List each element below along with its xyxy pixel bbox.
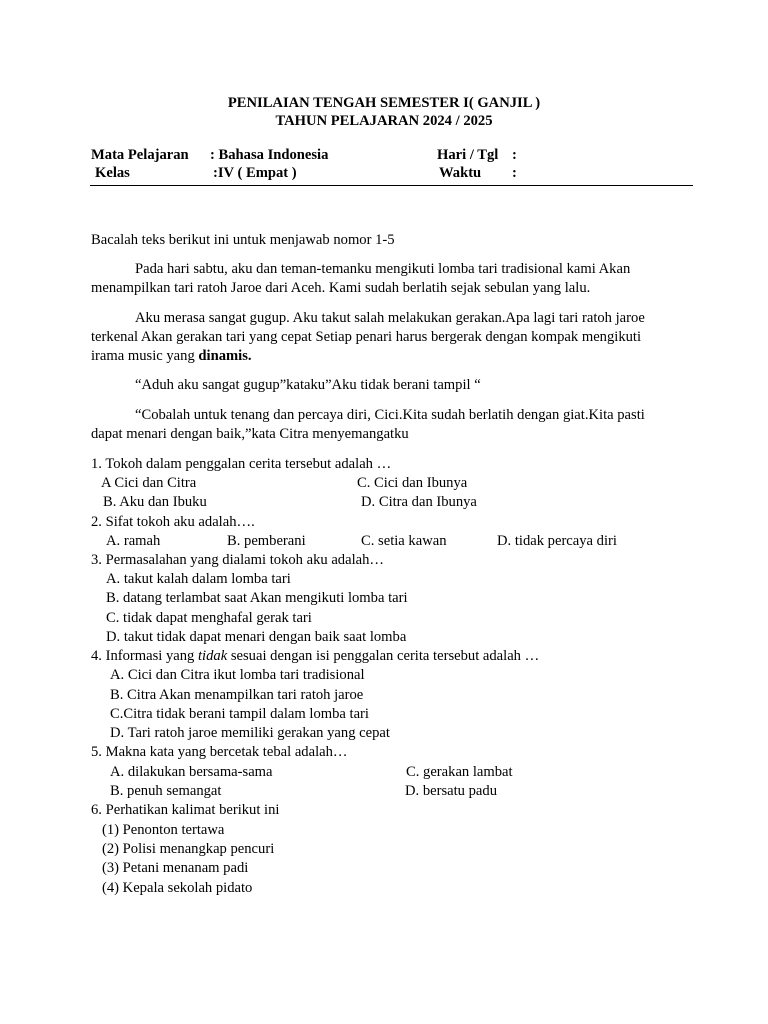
q1-option-b: B. Aku dan Ibuku [103,494,207,510]
paragraph-2-line-3 [91,349,252,364]
paragraph-1-line-2: menampilkan tari ratoh Jaroe dari Aceh. Kami sudah berlatih sejak sebulan yang lalu. [91,280,591,296]
class-value: :IV ( Empat ) [213,165,297,181]
subject-value: : Bahasa Indonesia [210,147,329,163]
question-6: 6. Perhatikan kalimat berikut ini [91,802,280,818]
question-4-suffix: sesuai dengan isi penggalan cerita tersebut adalah … [227,648,540,664]
paragraph-2-line-3-text: irama music yang [91,348,199,364]
class-label: Kelas [95,165,130,181]
paragraph-1-line-1: Pada hari sabtu, aku dan teman-temanku mengikuti lomba tari tradisional kami Akan [135,261,631,277]
q5-option-c: C. gerakan lambat [406,764,513,780]
subject-label: Mata Pelajaran [91,147,189,163]
q1-option-a: A Cici dan Citra [101,475,197,491]
bold-word: dinamis. [198,348,252,364]
time-value: : [512,165,517,181]
paragraph-2-line-1: Aku merasa sangat gugup. Aku takut salah melakukan gerakan.Apa lagi tari ratoh jaroe [135,310,645,326]
q4-option-b: B. Citra Akan menampilkan tari ratoh jaroe [110,687,364,703]
question-4-prefix: 4. Informasi yang [91,648,198,664]
reading-instruction: Bacalah teks berikut ini untuk menjawab nomor 1-5 [91,232,395,248]
question-2: 2. Sifat tokoh aku adalah…. [91,514,255,530]
q5-option-b: B. penuh semangat [110,783,222,799]
q6-item-1: (1) Penonton tertawa [102,822,225,838]
question-3: 3. Permasalahan yang dialami tokoh aku adalah… [91,552,385,568]
header-divider [90,185,693,186]
paragraph-4-line-1: “Cobalah untuk tenang dan percaya diri, Cici.Kita sudah berlatih dengan giat.Kita pasti [135,407,645,423]
q4-option-d: D. Tari ratoh jaroe memiliki gerakan yang cepat [110,725,390,741]
q5-option-d: D. bersatu padu [405,783,497,799]
question-1: 1. Tokoh dalam penggalan cerita tersebut adalah … [91,456,392,472]
q2-option-b: B. pemberani [227,533,306,549]
day-value: : [512,147,517,163]
q6-item-4: (4) Kepala sekolah pidato [102,880,253,896]
q2-option-a: A. ramah [106,533,161,549]
paragraph-2-line-2: terkenal Akan gerakan tari yang cepat Setiap penari harus bergerak dengan kompak mengikuti [91,329,642,345]
q4-option-a: A. Cici dan Citra ikut lomba tari tradisional [110,667,365,683]
q2-option-d: D. tidak percaya diri [497,533,617,549]
q3-option-c: C. tidak dapat menghafal gerak tari [106,610,312,626]
paragraph-3: “Aduh aku sangat gugup”kataku”Aku tidak berani tampil “ [135,377,481,393]
q3-option-a: A. takut kalah dalam lomba tari [106,571,291,587]
q6-item-3: (3) Petani menanam padi [102,860,249,876]
school-year: TAHUN PELAJARAN 2024 / 2025 [275,113,493,129]
q4-option-c: C.Citra tidak berani tampil dalam lomba tari [110,706,369,722]
day-label: Hari / Tgl [437,147,499,163]
q2-option-c: C. setia kawan [361,533,447,549]
q1-option-d: D. Citra dan Ibunya [361,494,477,510]
question-4 [91,649,539,664]
exam-title: PENILAIAN TENGAH SEMESTER I( GANJIL ) [227,95,541,111]
paragraph-4-line-2: dapat menari dengan baik,”kata Citra menyemangatku [91,426,409,442]
q3-option-b: B. datang terlambat saat Akan mengikuti lomba tari [106,590,408,606]
q6-item-2: (2) Polisi menangkap pencuri [102,841,275,857]
question-4-emphasis: tidak [198,648,228,664]
q5-option-a: A. dilakukan bersama-sama [110,764,273,780]
time-label: Waktu [439,165,482,181]
q3-option-d: D. takut tidak dapat menari dengan baik saat lomba [106,629,407,645]
q1-option-c: C. Cici dan Ibunya [357,475,468,491]
question-5: 5. Makna kata yang bercetak tebal adalah… [91,744,348,760]
